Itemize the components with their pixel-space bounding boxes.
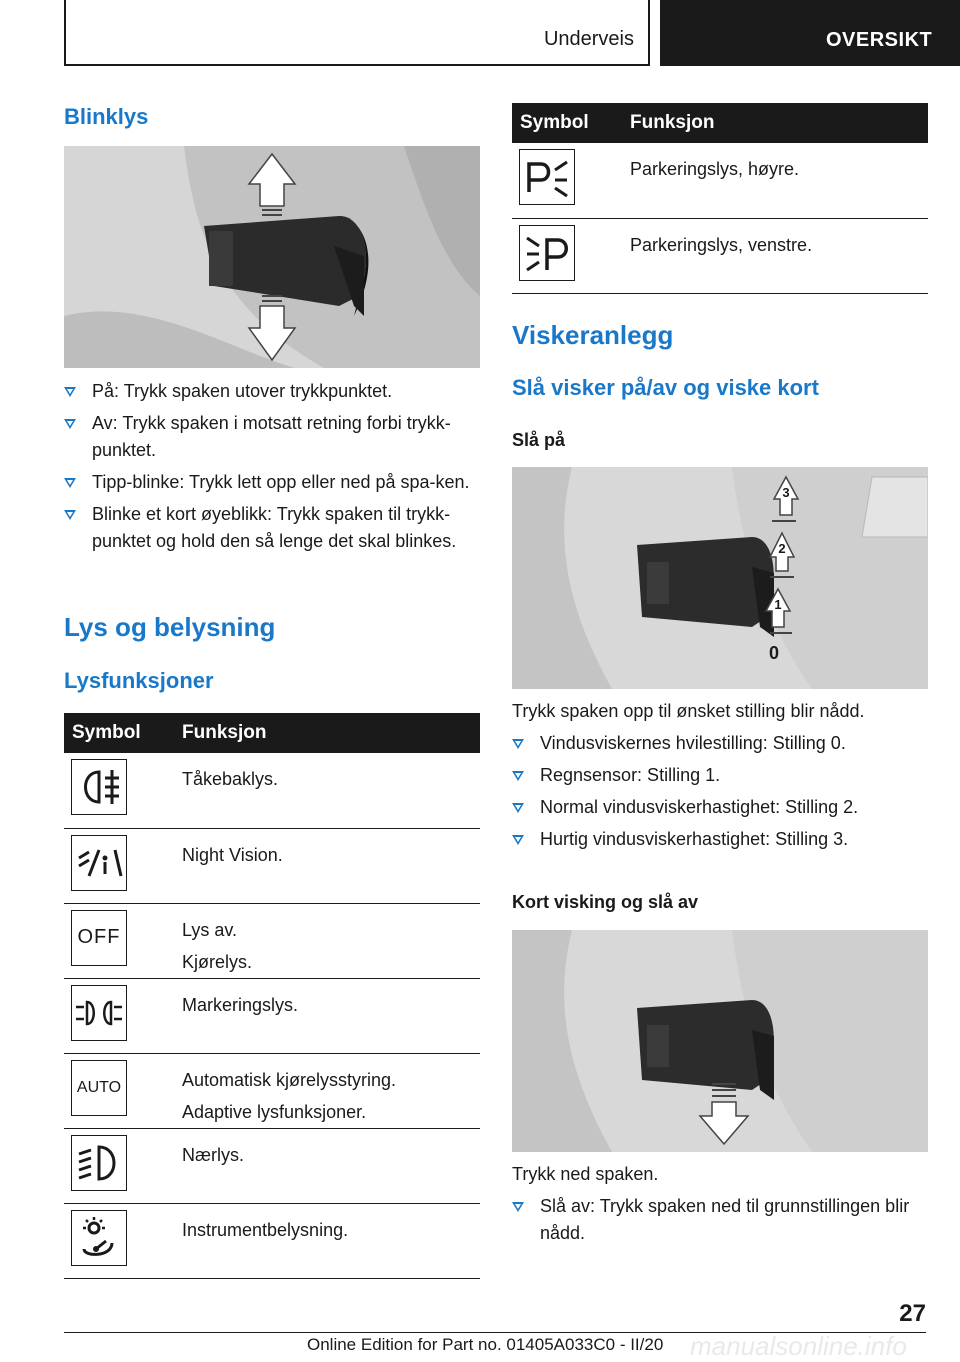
turn-signal-lever-image xyxy=(64,146,480,368)
position-2-label: 2 xyxy=(778,541,786,556)
table-row xyxy=(64,903,480,978)
table-row xyxy=(64,753,480,828)
wiper-on-heading: Slå på xyxy=(512,430,566,450)
bullet-triangle-icon xyxy=(64,387,76,397)
instrument-light-text: Instrumentbelysning. xyxy=(182,1219,349,1240)
position-1-label: 1 xyxy=(774,597,782,612)
low-beam-text: Nærlys. xyxy=(182,1144,244,1165)
wiper-off-heading: Kort visking og slå av xyxy=(512,892,699,912)
header-overview-label: OVERSIKT xyxy=(826,29,933,51)
wiper-on-illustration xyxy=(512,467,928,689)
header-overview-tab[interactable] xyxy=(660,0,960,66)
table-row xyxy=(64,1203,480,1278)
page-number: 27 xyxy=(899,1300,926,1327)
parking-light-left-icon xyxy=(519,225,575,281)
wiper-subheading: Slå visker på/av og viske kort xyxy=(512,375,819,400)
daytime-light-text: Kjørelys. xyxy=(182,951,253,972)
table-row xyxy=(64,978,480,1053)
bullet-triangle-icon xyxy=(512,771,524,781)
adaptive-light-text: Adaptive lysfunksjoner. xyxy=(182,1101,367,1122)
wiper-off-illustration xyxy=(512,930,928,1152)
parking-light-right-icon xyxy=(519,149,575,205)
instrument-light-icon xyxy=(71,1210,127,1266)
marker-light-text: Markeringslys. xyxy=(182,994,299,1015)
table-row xyxy=(512,143,928,218)
list-item: Slå av: Trykk spaken ned til grunnstillingen blir nådd. xyxy=(512,1193,932,1247)
header-section-tab xyxy=(64,0,650,66)
table-row xyxy=(64,1053,480,1128)
wiper-positions-list xyxy=(512,730,932,858)
list-item: Regnsensor: Stilling 1. xyxy=(512,762,932,789)
lights-off-text: Lys av. xyxy=(182,919,238,940)
table-row xyxy=(64,828,480,903)
bullet-triangle-icon xyxy=(64,419,76,429)
fog-light-icon xyxy=(71,759,127,815)
list-item: Av: Trykk spaken i motsatt retning forbi trykk-punktet. xyxy=(64,410,484,464)
bullet-triangle-icon xyxy=(64,478,76,488)
bullet-triangle-icon xyxy=(512,739,524,749)
auto-light-text: Automatisk kjørelysstyring. xyxy=(182,1069,397,1090)
blinklys-heading: Blinklys xyxy=(64,104,149,129)
wiper-off-list xyxy=(512,1193,932,1252)
blinklys-list xyxy=(64,378,484,560)
wiper-on-text: Trykk spaken opp til ønsket stilling blir nådd. xyxy=(512,701,865,721)
position-0-label: 0 xyxy=(768,643,780,663)
light-functions-table xyxy=(64,713,480,1279)
header-section-label: Underveis xyxy=(543,28,634,50)
lysfunksjoner-heading: Lysfunksjoner xyxy=(64,668,214,693)
night-vision-icon xyxy=(71,835,127,891)
bullet-triangle-icon xyxy=(512,803,524,813)
low-beam-icon xyxy=(71,1135,127,1191)
table-row xyxy=(64,1128,480,1203)
position-3-label: 3 xyxy=(782,485,790,500)
off-icon: OFF xyxy=(71,910,127,966)
bullet-triangle-icon xyxy=(512,835,524,845)
parking-right-text: Parkeringslys, høyre. xyxy=(630,159,800,179)
lys-og-belysning-heading: Lys og belysning xyxy=(64,612,276,642)
edition-text: Online Edition for Part no. 01405A033C0 - II/20 xyxy=(307,1335,664,1354)
wiper-off-text: Trykk ned spaken. xyxy=(512,1164,659,1184)
col-function-header: Funksjon xyxy=(622,103,928,143)
night-vision-text: Night Vision. xyxy=(182,844,283,865)
viskeranlegg-heading: Viskeranlegg xyxy=(512,320,674,350)
list-item: Blinke et kort øyeblikk: Trykk spaken til trykk-punktet og hold den så lenge det skal blinkes. xyxy=(64,501,484,555)
col-function-header: Funksjon xyxy=(174,713,480,753)
list-item: Normal vindusviskerhastighet: Stilling 2. xyxy=(512,794,932,821)
bullet-triangle-icon xyxy=(512,1202,524,1212)
auto-icon: AUTO xyxy=(71,1060,127,1116)
wiper-on-image xyxy=(512,467,928,689)
list-item: Tipp-blinke: Trykk lett opp eller ned på spa-ken. xyxy=(64,469,484,496)
watermark: manualsonline.info xyxy=(690,1331,907,1361)
list-item: Hurtig vindusviskerhastighet: Stilling 3. xyxy=(512,826,932,853)
list-item: Vindusviskernes hvilestilling: Stilling 0. xyxy=(512,730,932,757)
bullet-triangle-icon xyxy=(64,510,76,520)
wiper-off-image xyxy=(512,930,928,1152)
parking-left-text: Parkeringslys, venstre. xyxy=(630,234,813,255)
parking-light-table xyxy=(512,103,928,294)
fog-light-text: Tåkebaklys. xyxy=(182,769,279,789)
col-symbol-header: Symbol xyxy=(512,103,622,143)
marker-light-icon xyxy=(71,985,127,1041)
table-row xyxy=(512,218,928,293)
list-item: På: Trykk spaken utover trykkpunktet. xyxy=(64,378,484,405)
turn-signal-illustration xyxy=(64,146,480,368)
col-symbol-header: Symbol xyxy=(64,713,174,753)
